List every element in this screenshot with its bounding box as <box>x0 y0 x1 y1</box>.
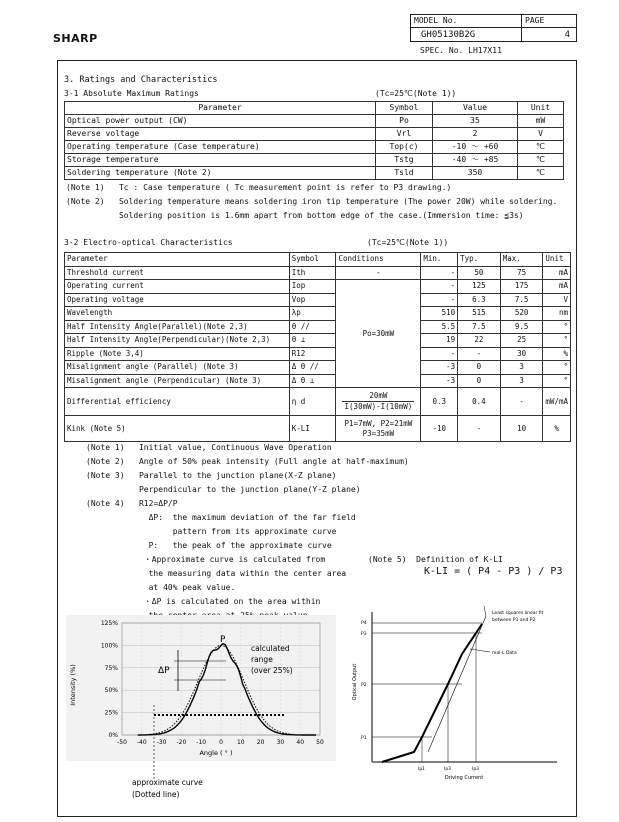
x-tick-label: -10 <box>196 739 207 746</box>
cell: - <box>421 293 458 307</box>
annotation-text: mal-L Data <box>492 651 517 656</box>
cell: 520 <box>500 307 543 321</box>
cell: Operating voltage <box>65 293 290 307</box>
note2-line: at 40% peak value. <box>86 583 236 592</box>
cell: 0 <box>458 374 501 388</box>
header-cell: Parameter <box>65 102 376 115</box>
approx-label: approximate curve <box>132 778 203 787</box>
table-row <box>65 334 571 348</box>
table-row <box>65 347 571 361</box>
abs-max-table <box>64 101 564 180</box>
header-cell: Parameter <box>65 253 290 267</box>
cell: Half Intensity Angle(Parallel)(Note 2,3) <box>65 320 290 334</box>
note2-line: (Note 1) Initial value, Continuous Wave Operation <box>86 443 332 452</box>
cell: 0.4 <box>458 388 501 416</box>
cell: 22 <box>458 334 501 348</box>
cell: 350 <box>433 167 518 180</box>
cell: mW <box>518 115 564 128</box>
fraction-denominator: I(30mW)-I(10mW) <box>342 401 414 412</box>
x-tick-label: 30 <box>276 739 285 746</box>
cell: V <box>543 293 571 307</box>
cell: Vrl <box>376 128 433 141</box>
eo-title: 3-2 Electro-optical Characteristics <box>64 238 233 247</box>
table-row <box>65 320 571 334</box>
p-label: P <box>220 635 226 645</box>
cell: Ripple (Note 3,4) <box>65 347 290 361</box>
header-cell: Max. <box>500 253 543 267</box>
cell: 75 <box>500 266 543 280</box>
fraction-numerator: 20mW <box>369 391 388 400</box>
model-no-cell <box>410 27 522 42</box>
table-row-diff <box>65 388 571 416</box>
cell: Optical power output (CW) <box>65 115 376 128</box>
abs-note-1: (Note 1) Tc : Case temperature ( Tc measurement point is refer to P3 drawing.) <box>66 183 452 192</box>
cell: 515 <box>458 307 501 321</box>
y-tick-label: 100% <box>100 642 118 650</box>
cell: mA <box>543 266 571 280</box>
x-tick-label: 0 <box>219 739 223 746</box>
cell: 50 <box>458 266 501 280</box>
cell: Ith <box>289 266 336 280</box>
note2-line: ・ΔP is calculated on the area within <box>86 597 321 606</box>
cell: % <box>543 416 571 442</box>
cell: 6.3 <box>458 293 501 307</box>
cell: R12 <box>289 347 336 361</box>
cell: ℃ <box>518 141 564 154</box>
cell: Kink (Note 5) <box>65 416 290 442</box>
cell: Δ θ // <box>289 361 336 375</box>
cell: 30 <box>500 347 543 361</box>
abs-max-condition: (Tc=25℃(Note 1)) <box>375 89 457 98</box>
header-cell: Symbol <box>376 102 433 115</box>
cell: 0.3 <box>421 388 458 416</box>
cell: Half Intensity Angle(Perpendicular)(Note 2,3) <box>65 334 290 348</box>
cell: 35 <box>433 115 518 128</box>
cell: V <box>518 128 564 141</box>
cell: Threshold current <box>65 266 290 280</box>
cell: 25 <box>500 334 543 348</box>
note2-line: P: the peak of the approximate curve <box>86 541 332 550</box>
page-label-cell <box>521 14 577 28</box>
x-tick-label: -30 <box>156 739 167 746</box>
x-level-label: Ip1 <box>418 767 426 772</box>
cell: 2 <box>433 128 518 141</box>
table-row <box>65 154 564 167</box>
table-row <box>65 374 571 388</box>
cell: Reverse voltage <box>65 128 376 141</box>
cell: Misalignment angle (Parallel) (Note 3) <box>65 361 290 375</box>
table-row <box>65 115 564 128</box>
header-cell: Unit <box>518 102 564 115</box>
x-axis-label: Driving Current <box>444 775 484 781</box>
table-row <box>65 307 571 321</box>
cell: -10 <box>421 416 458 442</box>
cell: Misalignment angle (Perpendicular) (Note 3) <box>65 374 290 388</box>
cell: % <box>543 347 571 361</box>
y-tick-label: 50% <box>104 687 118 695</box>
abs-max-title: 3-1 Absolute Maximum Ratings <box>64 89 199 98</box>
cell: Tstg <box>376 154 433 167</box>
cell: - <box>500 388 543 416</box>
eo-table <box>64 252 571 442</box>
kink-cond-line: P1=7mW, P2=21mW <box>344 418 413 428</box>
cell: 510 <box>421 307 458 321</box>
cell: ° <box>543 334 571 348</box>
cell: λp <box>289 307 336 321</box>
cell: Vop <box>289 293 336 307</box>
cell: Storage temperature <box>65 154 376 167</box>
cell: -10 ～ +60 <box>433 141 518 154</box>
cell: - <box>421 280 458 294</box>
ann1-pointer <box>484 606 486 616</box>
x-tick-label: -50 <box>117 739 127 746</box>
table-header-row <box>65 253 571 267</box>
annotation-text: Least squares linear fit <box>492 611 544 616</box>
cell: ℃ <box>518 154 564 167</box>
note2-line: (Note 2) Angle of 50% peak intensity (Full angle at half-maximum) <box>86 457 409 466</box>
x-tick-label: 10 <box>236 739 245 746</box>
y-axis-label: Intensity (%) <box>69 664 77 706</box>
cell: - <box>421 266 458 280</box>
cell: Tsld <box>376 167 433 180</box>
section-title: 3. Ratings and Characteristics <box>64 75 218 85</box>
far-field-chart <box>66 615 336 807</box>
table-row <box>65 128 564 141</box>
dp-label: ΔP <box>158 666 170 676</box>
y-level-label: P1 <box>361 736 367 741</box>
y-tick-label: 75% <box>104 664 118 672</box>
cell: Iop <box>289 280 336 294</box>
cell: 3 <box>500 361 543 375</box>
cell: 5.5 <box>421 320 458 334</box>
x-axis-label: Angle ( ° ) <box>199 749 233 757</box>
note5-title: (Note 5) Definition of K-LI <box>368 555 503 564</box>
note2-line: pattern from its approximate curve <box>86 527 337 536</box>
callout-line: (over 25%) <box>251 666 293 675</box>
cell: 175 <box>500 280 543 294</box>
cell: - <box>336 266 421 280</box>
cell: ° <box>543 361 571 375</box>
cell: Operating temperature (Case temperature) <box>65 141 376 154</box>
approx-label: (Dotted line) <box>132 790 180 799</box>
cell: - <box>421 347 458 361</box>
cell: 7.5 <box>458 320 501 334</box>
cell: η d <box>289 388 336 416</box>
y-level-label: P2 <box>361 683 367 688</box>
cell: Operating current <box>65 280 290 294</box>
cell: Wavelength <box>65 307 290 321</box>
cell: θ ⊥ <box>289 334 336 348</box>
cell: -40 ～ +85 <box>433 154 518 167</box>
header-box <box>410 14 577 60</box>
diff-condition-cell <box>336 388 421 416</box>
cell: Top(c) <box>376 141 433 154</box>
annotation-text: between P1 and P2 <box>492 618 536 623</box>
cell: Soldering temperature (Note 2) <box>65 167 376 180</box>
y-tick-label: 0% <box>108 732 118 739</box>
sharp-logo: SHARP <box>53 32 98 45</box>
note2-line: ΔP: the maximum deviation of the far field <box>86 513 356 522</box>
model-label: MODEL No. <box>414 16 458 25</box>
cell: - <box>458 347 501 361</box>
cell: Δ θ ⊥ <box>289 374 336 388</box>
abs-note-2: (Note 2) Soldering temperature means soldering iron tip temperature (The power 20W) while soldering. <box>66 197 558 206</box>
cell: Po <box>376 115 433 128</box>
header-cell: Min. <box>421 253 458 267</box>
model-no: GH05130B2G <box>421 30 476 40</box>
cell: 9.5 <box>500 320 543 334</box>
table-row <box>65 167 564 180</box>
cell: ° <box>543 374 571 388</box>
cell: -3 <box>421 374 458 388</box>
cell: nm <box>543 307 571 321</box>
cell: 10 <box>500 416 543 442</box>
y-level-label: P4 <box>361 621 367 626</box>
header-cell: Symbol <box>289 253 336 267</box>
x-level-label: Ip3 <box>444 767 452 772</box>
cell: 19 <box>421 334 458 348</box>
header-cell: Conditions <box>336 253 421 267</box>
cell: 7.5 <box>500 293 543 307</box>
x-tick-label: -20 <box>176 739 187 746</box>
x-tick-label: 50 <box>316 739 324 746</box>
cell: - <box>458 416 501 442</box>
cell: Differential efficiency <box>65 388 290 416</box>
kink-condition-cell <box>336 416 421 442</box>
cell: 3 <box>500 374 543 388</box>
table-row <box>65 266 571 280</box>
table-header-row <box>65 102 564 115</box>
cell: -3 <box>421 361 458 375</box>
callout-line: range <box>251 655 273 664</box>
eo-condition: (Tc=25℃(Note 1)) <box>367 238 449 247</box>
x-level-label: Ip3 <box>472 767 480 772</box>
x-tick-label: 20 <box>256 739 265 746</box>
note5-formula: K-LI = ( P4 - P3 ) / P3 <box>424 566 563 577</box>
kink-li-chart <box>352 602 564 798</box>
note2-line: Perpendicular to the junction plane(Y-Z plane) <box>86 485 361 494</box>
header-cell: Value <box>433 102 518 115</box>
ann2-pointer <box>470 649 490 652</box>
page-no-cell <box>521 27 577 42</box>
model-label-cell <box>410 14 522 28</box>
y-axis-label: Optical Output <box>352 663 358 701</box>
y-tick-label: 125% <box>100 620 118 627</box>
y-tick-label: 25% <box>104 709 118 717</box>
cell: K-LI <box>289 416 336 442</box>
cell: 0 <box>458 361 501 375</box>
table-row-kink <box>65 416 571 442</box>
y-level-label: P3 <box>361 632 367 637</box>
cell: ° <box>543 320 571 334</box>
table-row <box>65 361 571 375</box>
header-cell: Unit <box>543 253 571 267</box>
note2-line: (Note 3) Parallel to the junction plane(X-Z plane) <box>86 471 337 480</box>
table-row <box>65 280 571 294</box>
cell: 125 <box>458 280 501 294</box>
page-no: 4 <box>564 30 570 40</box>
shared-condition-cell: Po=30mW <box>336 280 421 388</box>
cell: mA <box>543 280 571 294</box>
callout-line: calculated <box>251 644 290 653</box>
page-label: PAGE <box>525 16 545 25</box>
li-data-curve <box>382 624 482 762</box>
x-tick-label: 40 <box>296 739 305 746</box>
cell: θ // <box>289 320 336 334</box>
abs-note-2b: Soldering position is 1.6mm apart from bottom edge of the case.(Immersion time: ≦3s) <box>66 211 524 220</box>
note2-line: ・Approximate curve is calculated from <box>86 555 326 564</box>
table-row <box>65 141 564 154</box>
note2-line: the measuring data within the center area <box>86 569 347 578</box>
header-cell: Typ. <box>458 253 501 267</box>
kink-cond-line: P3=35mW <box>362 428 395 438</box>
spec-no: SPEC. No. LH17X11 <box>420 46 502 55</box>
cell: mW/mA <box>543 388 571 416</box>
table-row <box>65 293 571 307</box>
note2-line: (Note 4) R12=ΔP/P <box>86 499 178 508</box>
cell: ℃ <box>518 167 564 180</box>
x-tick-label: -40 <box>136 739 147 746</box>
